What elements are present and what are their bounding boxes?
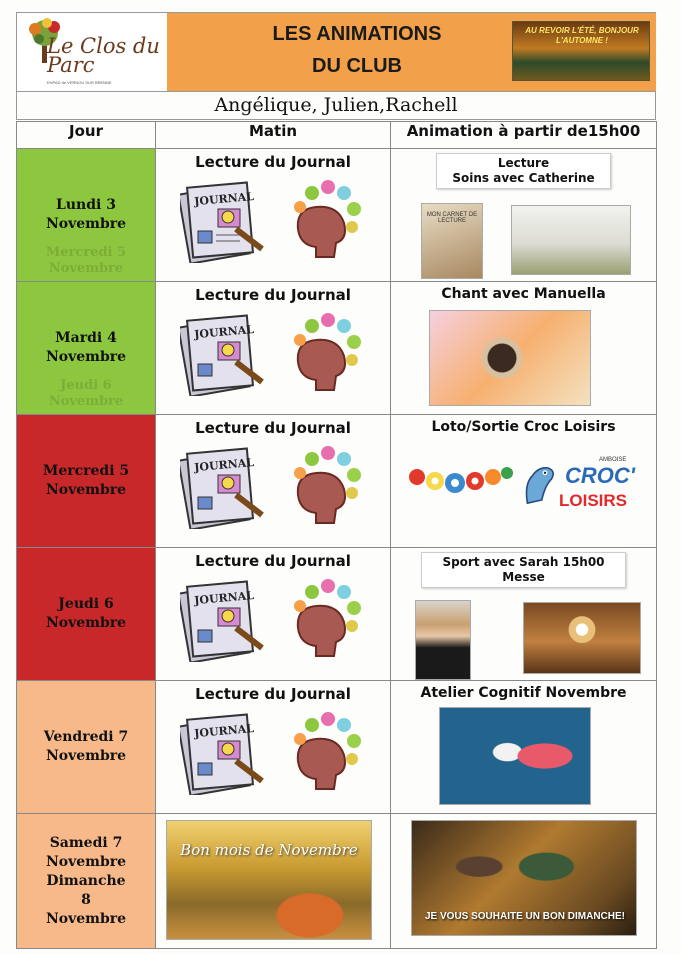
poster-title-line2: DU CLUB: [312, 55, 402, 77]
day-label: Mercredi 5 Novembre: [42, 463, 130, 498]
journal-icon: [180, 578, 266, 662]
afternoon-line-2: Messe: [502, 570, 545, 584]
loto-balls-icon: [405, 459, 515, 499]
table-row: [17, 814, 657, 949]
logo-text: Le Clos du Parc: [47, 34, 160, 77]
morning-activity: Lecture du Journal: [195, 153, 351, 171]
morning-activity: Lecture du Journal: [195, 685, 351, 703]
journal-icon: [180, 179, 266, 263]
november-autumn-image: [166, 820, 372, 940]
title-band: [167, 13, 656, 91]
table-row: [17, 282, 657, 415]
svg-text:JOURNAL: JOURNAL: [193, 721, 255, 741]
brand-bottom: LOISIRS: [559, 491, 628, 510]
brand-top: CROC': [565, 463, 636, 488]
journal-icon: [180, 711, 266, 795]
day-cell: [17, 814, 156, 949]
brain-icon: [288, 711, 364, 793]
afternoon-activity: Atelier Cognitif Novembre: [420, 685, 627, 701]
morning-cell: [156, 548, 391, 681]
day-cell: [17, 548, 156, 681]
logo-subtext: EHPAD de VERNOU SUR BRENNE: [47, 80, 112, 85]
ducks-sunday-image: [411, 820, 637, 936]
day-label: Samedi 7 Novembre Dimanche 8 Novembre: [45, 834, 127, 927]
morning-cell: [156, 149, 391, 282]
sunday-greeting: JE VOUS SOUHAITE UN BON DIMANCHE!: [424, 911, 625, 922]
afternoon-cell: [391, 282, 657, 415]
svg-text:JOURNAL: JOURNAL: [193, 189, 255, 209]
brain-icon: [288, 578, 364, 660]
coach-photo: [415, 600, 471, 680]
club-logo: [17, 13, 167, 91]
svg-text:JOURNAL: JOURNAL: [193, 322, 255, 342]
day-cell: [17, 282, 156, 415]
morning-activity: Lecture du Journal: [195, 419, 351, 437]
day-label: Vendredi 7 Novembre: [43, 729, 129, 764]
svg-text:JOURNAL: JOURNAL: [193, 588, 255, 608]
poster-header: [16, 12, 656, 92]
journal-icon: [180, 312, 266, 396]
afternoon-line-2: Soins avec Catherine: [452, 171, 595, 185]
header-morning: Matin: [156, 122, 391, 149]
brain-icon: [288, 179, 364, 261]
afternoon-line-1: Lecture: [497, 156, 550, 170]
table-row: [17, 681, 657, 814]
day-label: Mardi 4 Novembre: [45, 330, 127, 365]
svg-text:JOURNAL: JOURNAL: [193, 455, 255, 475]
notebook-label: MON CARNET DE LECTURE: [426, 212, 478, 224]
afternoon-activity-box: [421, 552, 626, 588]
afternoon-cell: [391, 681, 657, 814]
banner-text: AU REVOIR L'ÉTÉ, BONJOUR L'AUTOMNE !: [525, 26, 639, 45]
crocodile-icon: [521, 459, 561, 509]
day-cell: [17, 149, 156, 282]
poster-title-line1: LES ANIMATIONS: [272, 23, 442, 45]
morning-cell: [156, 282, 391, 415]
afternoon-activity: Chant avec Manuella: [441, 286, 606, 302]
morning-activity: Lecture du Journal: [195, 286, 351, 304]
afternoon-activity-box: [436, 153, 611, 189]
table-row: [17, 415, 657, 548]
morning-cell: [156, 814, 391, 949]
afternoon-cell: [391, 149, 657, 282]
brain-icon: [288, 312, 364, 394]
header-day: Jour: [17, 122, 156, 149]
afternoon-activity: Loto/Sortie Croc Loisirs: [431, 419, 616, 435]
day-ghost-text: Jeudi 6 Novembre: [48, 378, 124, 409]
day-label: Jeudi 6 Novembre: [45, 596, 127, 631]
table-row: [17, 548, 657, 681]
croc-loisirs-logo: [521, 455, 641, 521]
morning-cell: [156, 415, 391, 548]
morning-activity: Lecture du Journal: [195, 552, 351, 570]
microphone-image: [429, 310, 591, 406]
day-cell: [17, 415, 156, 548]
day-cell: [17, 681, 156, 814]
day-ghost-text: Mercredi 5 Novembre: [45, 245, 127, 276]
november-greeting: Bon mois de Novembre: [180, 841, 358, 859]
afternoon-line-1: Sport avec Sarah 15h00: [442, 555, 605, 569]
journal-icon: [180, 445, 266, 529]
day-label: Lundi 3 Novembre: [45, 197, 127, 232]
table-row: [17, 149, 657, 282]
spa-towels-image: [511, 205, 631, 275]
afternoon-cell: [391, 548, 657, 681]
cognitive-workshop-image: [439, 707, 591, 805]
autumn-banner: [512, 21, 650, 81]
brain-icon: [288, 445, 364, 527]
afternoon-cell: [391, 814, 657, 949]
afternoon-cell: [391, 415, 657, 548]
reading-notebook-image: [421, 203, 483, 279]
header-afternoon: Animation à partir de15h00: [391, 122, 657, 149]
mass-image: [523, 602, 641, 674]
staff-names: Angélique, Julien,Rachell: [16, 92, 656, 120]
morning-cell: [156, 681, 391, 814]
schedule-table: [16, 121, 657, 949]
brand-small: AMBOISE: [599, 457, 627, 463]
